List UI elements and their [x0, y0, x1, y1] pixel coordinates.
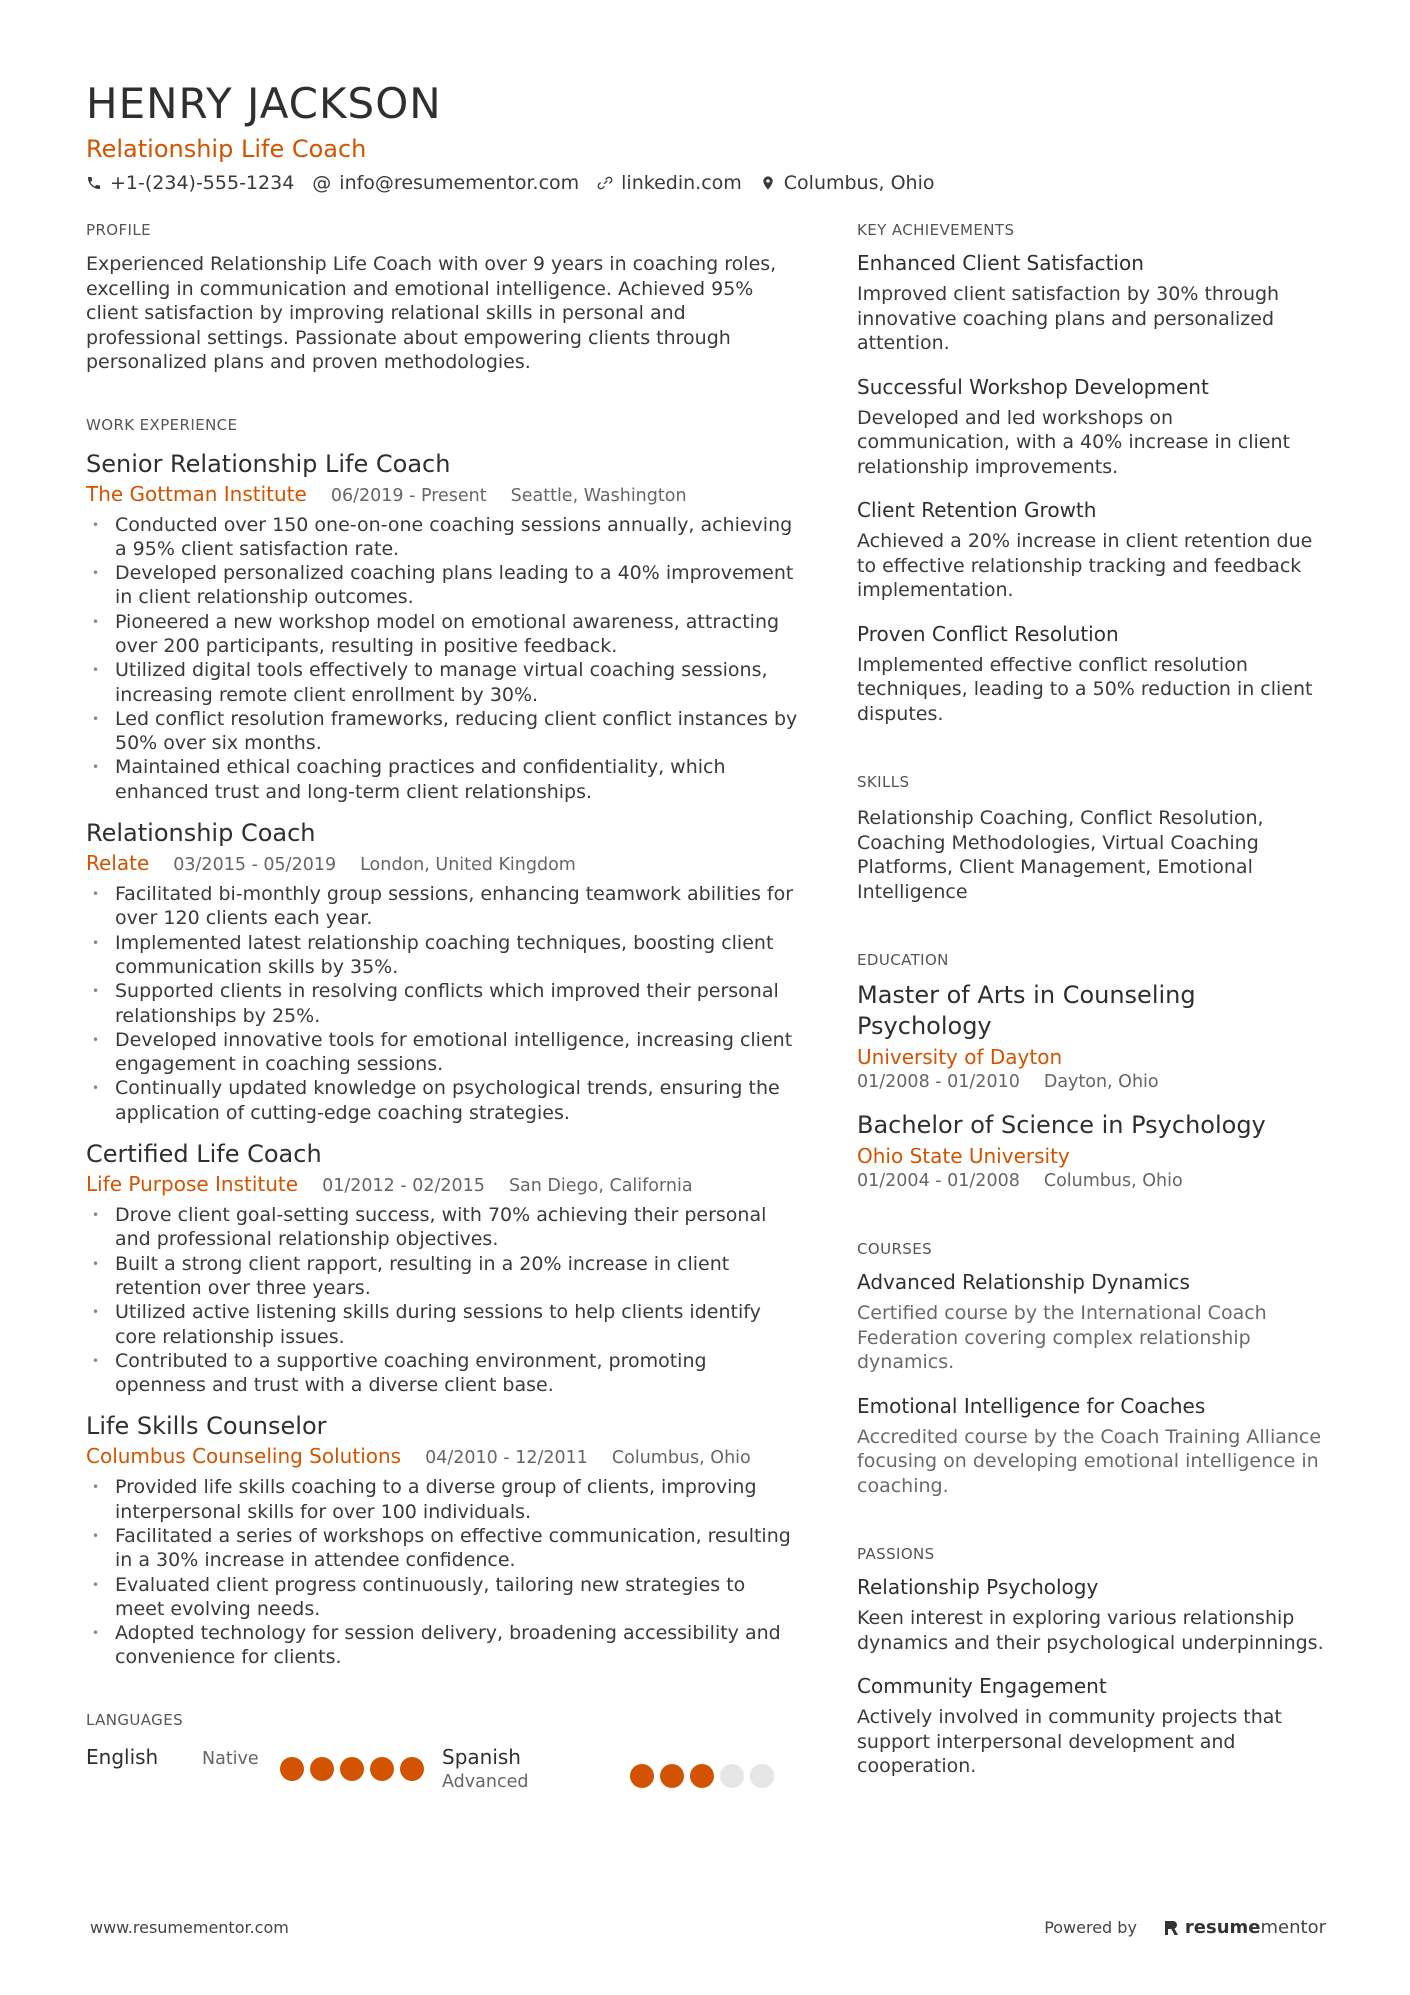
powered-by-label: Powered by	[1044, 1918, 1137, 1937]
experience-section	[86, 415, 798, 1670]
education-degree: Master of Arts in Counseling Psychology	[857, 981, 1196, 1040]
candidate-name: HENRY JACKSON	[86, 79, 442, 128]
job-bullet: • Utilized digital tools effectively to manage virtual coaching sessions, increasing remote client enrollment by 30%.	[86, 658, 798, 707]
passion-title: Relationship Psychology	[857, 1575, 1099, 1599]
job-title: Senior Relationship Life Coach	[86, 449, 451, 478]
courses-section	[857, 1239, 1327, 1498]
job-bullets	[86, 513, 798, 805]
achievement-item	[857, 250, 1327, 356]
job-bullet: • Facilitated bi-monthly group sessions, enhancing teamwork abilities for over 120 clients each year.	[86, 882, 798, 931]
languages-section	[86, 1710, 798, 1794]
job-bullet: • Supported clients in resolving conflicts which improved their personal relationships by 25%.	[86, 979, 798, 1028]
section-heading-courses: COURSES	[857, 1240, 933, 1258]
contact-phone[interactable]	[86, 170, 294, 196]
job-bullets	[86, 1203, 798, 1397]
passions-section	[857, 1544, 1327, 1779]
job-location: San Diego, California	[508, 1176, 693, 1197]
job-dates: 03/2015 - 05/2019	[173, 855, 337, 876]
job-bullet: • Developed personalized coaching plans leading to a 40% improvement in client relationship outcomes.	[86, 561, 798, 610]
contact-location	[760, 170, 935, 196]
skills-section	[857, 772, 1327, 904]
education-location: Columbus, Ohio	[1043, 1171, 1183, 1191]
language-list	[86, 1744, 798, 1794]
achievement-title: Client Retention Growth	[857, 498, 1097, 522]
job-dates: 04/2010 - 12/2011	[425, 1448, 588, 1469]
job-bullet: • Pioneered a new workshop model on emotional awareness, attracting over 200 participants, resulting in positive feedback.	[86, 610, 798, 659]
passion-text: Actively involved in community projects that support interpersonal development and cooperation.	[857, 1706, 1282, 1777]
job-dates: 06/2019 - Present	[330, 485, 487, 506]
job-entry	[86, 1411, 798, 1669]
brand-mark-icon	[1163, 1919, 1179, 1937]
resume-header	[86, 78, 1326, 196]
job-bullets	[86, 882, 798, 1125]
course-item	[857, 1269, 1327, 1375]
job-title: Certified Life Coach	[86, 1140, 322, 1169]
job-meta	[86, 1171, 798, 1199]
job-company: Columbus Counseling Solutions	[86, 1444, 402, 1469]
job-location: Columbus, Ohio	[611, 1448, 751, 1469]
language-rating	[280, 1744, 424, 1794]
brand-rest: mentor	[1260, 1917, 1326, 1938]
achievement-title: Successful Workshop Development	[857, 374, 1209, 399]
job-bullet: • Provided life skills coaching to a diverse group of clients, improving interpersonal skills for over 100 individuals.	[86, 1475, 798, 1524]
language-rating	[630, 1764, 774, 1788]
course-text: Accredited course by the Coach Training Alliance focusing on developing emotional intelligence in coaching.	[857, 1425, 1322, 1497]
job-bullet: • Implemented latest relationship coaching techniques, boosting client communication skills by 35%.	[86, 931, 798, 980]
achievement-item	[857, 374, 1327, 480]
job-location: London, United Kingdom	[360, 855, 576, 876]
section-heading-languages: LANGUAGES	[86, 1710, 184, 1729]
job-bullet: • Drove client goal-setting success, with 70% achieving their personal and professional relationship objectives.	[86, 1203, 798, 1252]
job-entry	[86, 449, 798, 805]
education-section	[857, 950, 1327, 1193]
passion-item	[857, 1673, 1327, 1779]
achievement-text: Developed and led workshops on communication, with a 40% increase in client relationship improvements.	[857, 406, 1290, 478]
at-icon: @	[312, 172, 332, 194]
job-meta	[86, 850, 798, 878]
rating-dot-empty	[750, 1764, 774, 1788]
phone-icon	[86, 175, 102, 191]
profile-summary: Experienced Relationship Life Coach with over 9 years in coaching roles, excelling in communication and emotional intelligence. Achieved 95% client satisfaction by improving relational skills in personal and professional settings. Passionate about empowering clients through personalized plans and proven methodologies.	[86, 253, 777, 373]
phone-text: +1-(234)-555-1234	[110, 172, 295, 194]
job-bullet: • Led conflict resolution frameworks, reducing client conflict instances by 50% over six months.	[86, 707, 798, 756]
achievement-item	[857, 497, 1327, 603]
brand-logo[interactable]	[1163, 1917, 1326, 1938]
education-school: Ohio State University	[857, 1144, 1070, 1168]
passion-title: Community Engagement	[857, 1674, 1107, 1698]
job-bullet: • Maintained ethical coaching practices and confidentiality, which enhanced trust and long-term client relationships.	[86, 755, 798, 804]
achievement-title: Proven Conflict Resolution	[857, 621, 1119, 646]
contact-bar	[86, 170, 1326, 196]
job-bullets	[86, 1475, 798, 1669]
education-dates: 01/2008 - 01/2010	[857, 1072, 1020, 1092]
contact-linkedin[interactable]	[597, 170, 742, 196]
education-meta	[857, 1169, 1327, 1193]
rating-dot-filled	[660, 1764, 684, 1788]
rating-dot-filled	[400, 1757, 424, 1781]
job-company: Life Purpose Institute	[86, 1172, 299, 1197]
linkedin-text: linkedin.com	[621, 172, 742, 194]
education-location: Dayton, Ohio	[1043, 1072, 1159, 1092]
candidate-title: Relationship Life Coach	[86, 135, 367, 163]
education-meta	[857, 1070, 1327, 1094]
section-heading-experience: WORK EXPERIENCE	[86, 415, 238, 434]
job-bullet: • Continually updated knowledge on psychological trends, ensuring the application of cutting-edge coaching strategies.	[86, 1076, 798, 1125]
job-bullet: • Evaluated client progress continuously, tailoring new strategies to meet evolving needs.	[86, 1573, 798, 1622]
passion-text: Keen interest in exploring various relationship dynamics and their psychological underpinnings.	[857, 1607, 1324, 1654]
education-degree: Bachelor of Science in Psychology	[857, 1111, 1266, 1139]
achievement-text: Achieved a 20% increase in client retention due to effective relationship tracking and feedback implementation.	[857, 530, 1313, 601]
job-bullet: • Facilitated a series of workshops on effective communication, resulting in a 30% increase in attendee confidence.	[86, 1524, 798, 1573]
rating-dot-filled	[690, 1764, 714, 1788]
brand-wordmark	[1185, 1917, 1326, 1938]
page-footer	[90, 1917, 1326, 1938]
left-column	[86, 220, 798, 1794]
job-meta	[86, 481, 798, 509]
location-text: Columbus, Ohio	[783, 172, 935, 194]
brand-bold: resume	[1184, 1917, 1261, 1938]
achievement-title: Enhanced Client Satisfaction	[857, 251, 1144, 275]
job-company: Relate	[86, 851, 150, 876]
course-text: Certified course by the International Coach Federation covering complex relationship dynamics.	[857, 1302, 1267, 1373]
contact-email[interactable]	[312, 170, 579, 196]
section-heading-profile: PROFILE	[86, 221, 151, 239]
section-heading-education: EDUCATION	[857, 951, 949, 969]
education-school: University of Dayton	[857, 1045, 1063, 1069]
email-text: info@resumementor.com	[339, 172, 580, 194]
education-dates: 01/2004 - 01/2008	[857, 1171, 1020, 1191]
job-title: Relationship Coach	[86, 819, 316, 848]
language-name: English	[86, 1744, 159, 1769]
section-heading-passions: PASSIONS	[857, 1545, 935, 1563]
education-item	[857, 980, 1327, 1094]
language-name: Spanish	[442, 1744, 521, 1769]
rating-dot-filled	[630, 1764, 654, 1788]
language-level: Native	[202, 1748, 259, 1769]
section-heading-skills: SKILLS	[857, 773, 910, 791]
link-icon	[597, 175, 613, 191]
powered-by	[1044, 1917, 1326, 1938]
education-item	[857, 1110, 1327, 1193]
achievement-item	[857, 621, 1327, 727]
language-item	[86, 1744, 442, 1794]
course-item	[857, 1393, 1327, 1499]
rating-dot-filled	[370, 1757, 394, 1781]
job-bullet: • Developed innovative tools for emotional intelligence, increasing client engagement in coaching sessions.	[86, 1028, 798, 1077]
footer-url[interactable]: www.resumementor.com	[90, 1918, 289, 1937]
rating-dot-filled	[280, 1757, 304, 1781]
job-bullet: • Built a strong client rapport, resulting in a 20% increase in client retention over three years.	[86, 1252, 798, 1301]
job-bullet: • Adopted technology for session delivery, broadening accessibility and convenience for clients.	[86, 1621, 798, 1670]
job-bullet: • Utilized active listening skills during sessions to help clients identify core relationship issues.	[86, 1300, 798, 1349]
right-column	[857, 220, 1327, 1779]
job-bullet: • Contributed to a supportive coaching environment, promoting openness and trust with a diverse client base.	[86, 1349, 798, 1398]
job-entry	[86, 1139, 798, 1397]
rating-dot-empty	[720, 1764, 744, 1788]
location-pin-icon	[760, 175, 776, 191]
rating-dot-filled	[340, 1757, 364, 1781]
language-level: Advanced	[442, 1771, 529, 1792]
skills-list: Relationship Coaching, Conflict Resolution, Coaching Methodologies, Virtual Coaching Platforms, Client Management, Emotional Intelligence	[857, 807, 1264, 903]
course-title: Advanced Relationship Dynamics	[857, 1270, 1190, 1294]
achievements-section	[857, 220, 1327, 726]
job-company: The Gottman Institute	[86, 481, 307, 506]
achievement-text: Improved client satisfaction by 30% through innovative coaching plans and personalized attention.	[857, 283, 1280, 354]
job-title: Life Skills Counselor	[86, 1412, 327, 1441]
job-entry	[86, 818, 798, 1125]
section-heading-achievements: KEY ACHIEVEMENTS	[857, 221, 1015, 239]
job-location: Seattle, Washington	[510, 485, 687, 506]
language-item	[442, 1744, 798, 1794]
profile-section	[86, 220, 798, 375]
job-bullet: • Conducted over 150 one-on-one coaching sessions annually, achieving a 95% client satisfaction rate.	[86, 513, 798, 562]
job-dates: 01/2012 - 02/2015	[322, 1176, 485, 1197]
passion-item	[857, 1574, 1327, 1655]
rating-dot-filled	[310, 1757, 334, 1781]
job-meta	[86, 1443, 798, 1471]
course-title: Emotional Intelligence for Coaches	[857, 1393, 1206, 1418]
achievement-text: Implemented effective conflict resolution techniques, leading to a 50% reduction in client disputes.	[857, 653, 1313, 725]
